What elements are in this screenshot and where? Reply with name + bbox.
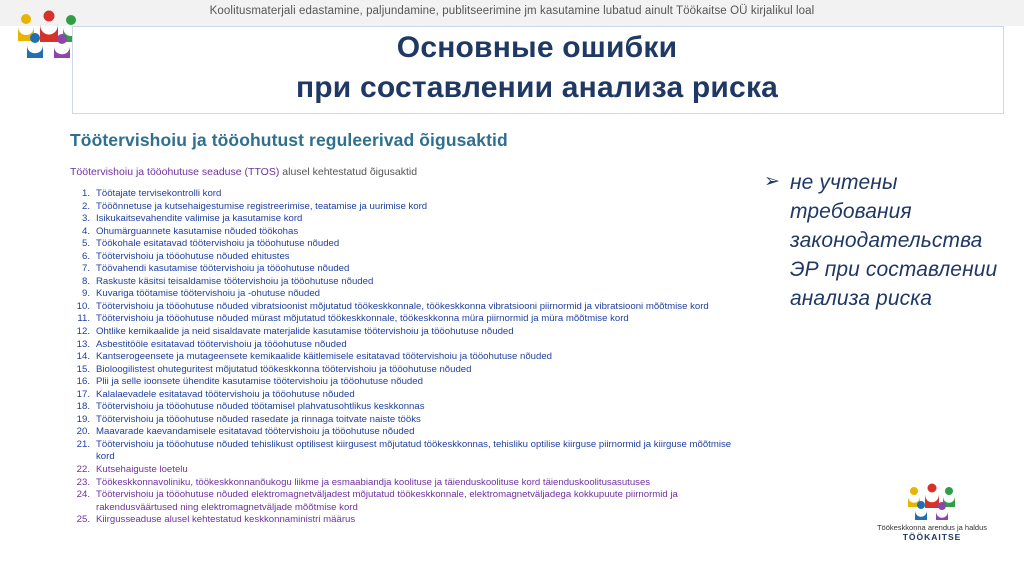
list-item-text: Töötervishoiu ja tööohutuse nõuded ehitustes [96, 250, 290, 262]
legislation-list-item [70, 313, 750, 326]
legislation-list-item [70, 188, 750, 201]
list-item-text: Kalalaevadele esitatavad töötervishoiu ja tööohutuse nõuded [96, 388, 355, 400]
list-item-text: Töötervishoiu ja tööohutuse nõuded töötamisel plahvatusohtlikus keskkonnas [96, 401, 425, 413]
list-item-text: Ohumärguannete kasutamise nõuded töökohas [96, 225, 299, 237]
list-item-number: 12. [76, 326, 90, 338]
legislation-list-item [70, 226, 750, 239]
legislation-list-item [70, 389, 750, 402]
list-item-number: 19. [76, 413, 90, 425]
list-item-number: 17. [76, 388, 90, 400]
list-item-number: 23. [76, 476, 90, 488]
footer-logo-caption-2: TÖÖKAITSE [902, 532, 962, 542]
legislation-list-item [70, 263, 750, 276]
bullet-text: не учтены требования законодательства ЭР при составлении анализа риска [790, 171, 998, 310]
list-item-text: Tööõnnetuse ja kutsehaigestumise registreerimise, teatamise ja uurimise kord [96, 200, 428, 212]
list-item-text: Töötajate tervisekontrolli kord [96, 188, 222, 199]
footer-logo-caption-1: Töökeskkonna arendus ja haldus [876, 523, 988, 532]
footer-logo-icon [872, 482, 992, 522]
list-item-number: 4. [81, 225, 90, 237]
list-item-text: Töötervishoiu ja tööohutuse nõuded elektromagnetväljadest mõjutatud töökeskkonnale, elektromagnetväljadega kokkupuute piirnormid ja rakendusväärtused ning elektromagnetväljade mõõtmise kord [96, 489, 678, 513]
list-item-text: Ohtlike kemikaalide ja neid sisaldavate materjalide kasutamise töötervishoiu ja tööohutuse nõuded [96, 326, 514, 338]
legislation-list-item [70, 326, 750, 339]
list-item-number: 2. [81, 200, 90, 212]
right-bullet-block [762, 168, 1012, 313]
list-item-text: Kuvariga töötamise töötervishoiu ja -ohutuse nõuded [96, 288, 320, 300]
list-item-number: 9. [81, 288, 90, 300]
list-item-text: Isikukaitsevahendite valimise ja kasutamise kord [96, 213, 303, 225]
page-title-line2: при составлении анализа риска [295, 71, 779, 104]
list-item-number: 14. [76, 351, 90, 363]
list-item-number: 22. [76, 464, 90, 476]
page-title [72, 28, 1002, 108]
legislation-list-item [70, 351, 750, 364]
arrow-bullet-icon: ➢ [764, 171, 780, 192]
legislation-list-item [70, 514, 750, 527]
list-item-text: Maavarade kaevandamisele esitatavad töötervishoiu ja tööohutuse nõuded [96, 426, 415, 438]
legislation-list-item [70, 364, 750, 377]
list-item-number: 18. [76, 401, 90, 413]
legislation-list-item [70, 414, 750, 427]
list-item-number: 1. [81, 188, 90, 199]
legislation-list-item [70, 426, 750, 439]
legislation-list-item [70, 201, 750, 214]
list-item-text: Raskuste käsitsi teisaldamise töötervishoiu ja tööohutuse nõuded [96, 275, 374, 287]
list-item-number: 7. [81, 263, 90, 275]
legislation-list-item [70, 439, 750, 464]
list-item-text: Asbestitööle esitatavad töötervishoiu ja tööohutuse nõuded [96, 338, 347, 350]
legislation-list-item [70, 477, 750, 490]
document-heading: Töötervishoiu ja tööohutust reguleerivad õigusaktid [70, 130, 508, 150]
bullet-row [762, 168, 1012, 313]
legislation-list-item [70, 376, 750, 389]
list-item-text: Töövahendi kasutamise töötervishoiu ja tööohutuse nõuded [96, 263, 350, 275]
legislation-list [70, 188, 750, 527]
copyright-note: Koolitusmaterjali edastamine, paljundamine, publitseerimine jm kasutamine lubatud ainult Töökaitse OÜ kirjalikul loal [209, 5, 815, 17]
legislation-list-item [70, 489, 750, 514]
list-item-text: Bioloogilistest ohuteguritest mõjutatud töökeskkonna töötervishoiu ja tööohutuse nõuded [96, 363, 472, 375]
legislation-list-item [70, 238, 750, 251]
list-item-number: 5. [81, 238, 90, 250]
legislation-list-item [70, 464, 750, 477]
list-item-text: Töötervishoiu ja tööohutuse nõuded tehislikust optilisest kiirgusest mõjutatud töökeskkonnas, tehisliku optilise kiirguse piirnormid ja kiirguse mõõtmise kord [96, 438, 732, 463]
list-item-text: Kiirgusseaduse alusel kehtestatud keskkonnaministri määrus [96, 514, 356, 526]
list-item-number: 8. [81, 275, 90, 287]
legislation-list-item [70, 276, 750, 289]
list-item-number: 21. [76, 438, 90, 450]
list-item-number: 6. [81, 250, 90, 262]
list-item-number: 3. [81, 213, 90, 225]
footer-logo [872, 482, 992, 558]
legislation-list-item [70, 401, 750, 414]
document-subheading-rest: alusel kehtestatud õigusaktid [282, 166, 418, 178]
document-screenshot-panel [62, 128, 754, 558]
list-item-text: Töökohale esitatavad töötervishoiu ja tööohutuse nõuded [96, 238, 340, 250]
legislation-list-item [70, 213, 750, 226]
page-title-line1: Основные ошибки [396, 31, 678, 64]
list-item-number: 16. [76, 376, 90, 388]
list-item-number: 13. [76, 338, 90, 350]
document-subheading [70, 166, 417, 178]
legislation-list-item [70, 251, 750, 264]
list-item-text: Töötervishoiu ja tööohutuse nõuded mürast mõjutatud töökeskkonnale, töökeskkonna müra piirnormid ja müra mõõtmise kord [96, 313, 629, 325]
list-item-text: Plii ja selle ioonsete ühendite kasutamise töötervishoiu ja tööohutuse nõuded [96, 376, 423, 388]
legislation-list-item [70, 301, 750, 314]
legislation-list-item [70, 339, 750, 352]
list-item-number: 15. [76, 363, 90, 375]
list-item-text: Kantserogeensete ja mutageensete kemikaalide käitlemisele esitatavad töötervishoiu ja tööohutuse nõuded [96, 351, 552, 363]
list-item-number: 11. [77, 313, 90, 325]
legislation-list-item [70, 288, 750, 301]
document-subheading-law: Töötervishoiu ja tööohutuse seaduse (TTOS) [70, 166, 280, 178]
list-item-number: 25. [76, 514, 90, 526]
list-item-text: Kutsehaiguste loetelu [96, 464, 188, 476]
list-item-number: 20. [76, 426, 90, 438]
list-item-number: 10. [76, 300, 90, 312]
list-item-number: 24. [76, 489, 90, 501]
list-item-text: Töötervishoiu ja tööohutuse nõuded vibratsioonist mõjutatud töökeskkonnale, töökeskkonna vibratsiooni piirnormid ja vibratsiooni mõõtmise kord [96, 300, 709, 312]
list-item-text: Töötervishoiu ja tööohutuse nõuded rasedate ja rinnaga toitvate naiste tööks [96, 413, 421, 425]
list-item-text: Töökeskkonnavoliniku, töökeskkonnanõukogu liikme ja esmaabiandja koolituse ja täienduskoolituse kord täienduskoolitusasutuses [96, 476, 651, 488]
